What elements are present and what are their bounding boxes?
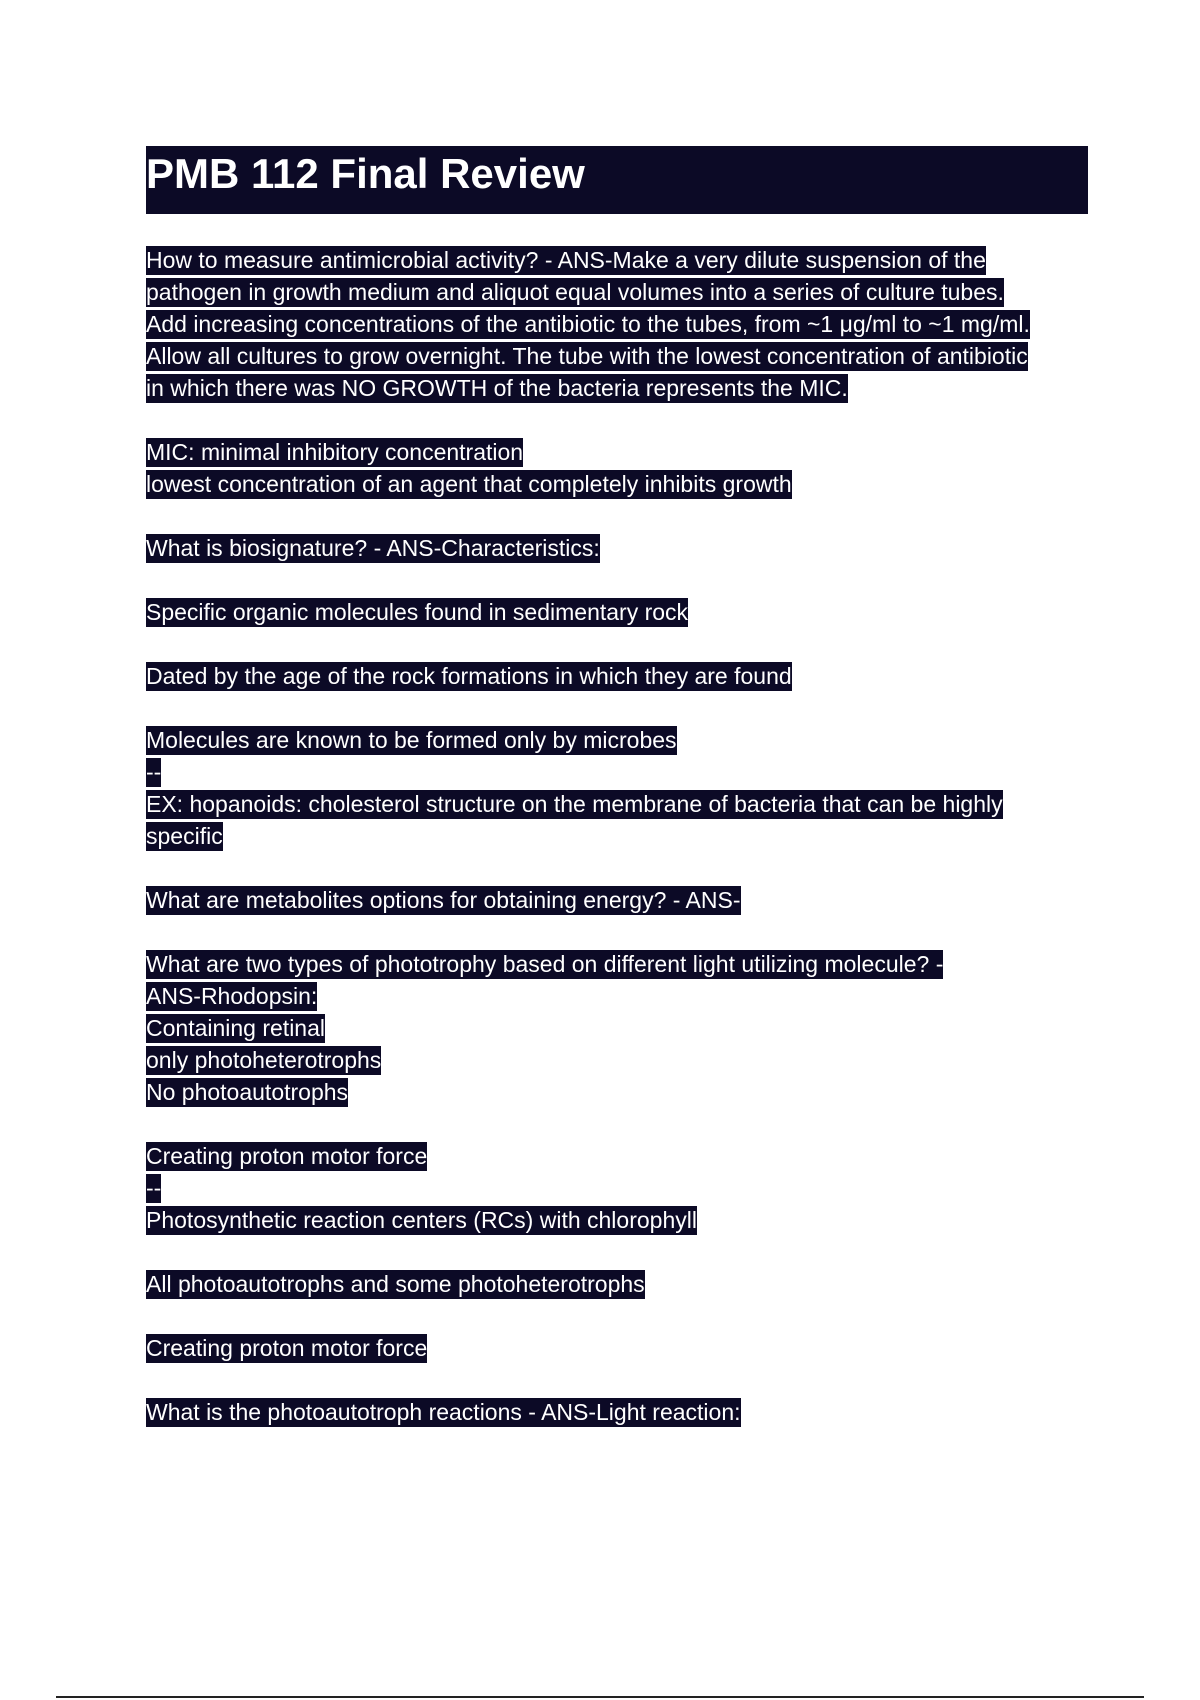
- footer-divider: [56, 1696, 1144, 1698]
- body-line: Molecules are known to be formed only by microbes: [146, 727, 677, 753]
- document-title: PMB 112 Final Review: [146, 150, 585, 197]
- paragraph-gap: [146, 564, 1106, 596]
- body-line: ANS-Rhodopsin:: [146, 983, 318, 1009]
- body-line: Specific organic molecules found in sedimentary rock: [146, 599, 689, 625]
- paragraph-gap: [146, 628, 1106, 660]
- body-line: Photosynthetic reaction centers (RCs) with chlorophyll: [146, 1207, 697, 1233]
- body-line: Allow all cultures to grow overnight. The tube with the lowest concentration of antibiotic: [146, 343, 1028, 369]
- paragraph-gap: [146, 692, 1106, 724]
- body-line: MIC: minimal inhibitory concentration: [146, 439, 524, 465]
- body-line: What are metabolites options for obtaining energy? - ANS-: [146, 887, 741, 913]
- paragraph-gap: [146, 852, 1106, 884]
- paragraph-gap: [146, 1300, 1106, 1332]
- body-line: pathogen in growth medium and aliquot equal volumes into a series of culture tubes.: [146, 279, 1004, 305]
- paragraph-gap: [146, 1364, 1106, 1396]
- body-line: specific: [146, 823, 223, 849]
- paragraph-gap: [146, 404, 1106, 436]
- body-line: EX: hopanoids: cholesterol structure on the membrane of bacteria that can be highly: [146, 791, 1003, 817]
- body-line: --: [146, 759, 162, 785]
- body-line: What are two types of phototrophy based on different light utilizing molecule? -: [146, 951, 944, 977]
- body-line: in which there was NO GROWTH of the bacteria represents the MIC.: [146, 375, 848, 401]
- body-line: No photoautotrophs: [146, 1079, 349, 1105]
- body-line: What is the photoautotroph reactions - ANS-Light reaction:: [146, 1399, 741, 1425]
- paragraph-gap: [146, 916, 1106, 948]
- body-line: Creating proton motor force: [146, 1143, 428, 1169]
- body-line: --: [146, 1175, 162, 1201]
- paragraph-gap: [146, 500, 1106, 532]
- body-line: How to measure antimicrobial activity? - ANS-Make a very dilute suspension of the: [146, 247, 986, 273]
- body-line: Dated by the age of the rock formations in which they are found: [146, 663, 792, 689]
- document-body: [146, 244, 1106, 1428]
- paragraph-gap: [146, 1236, 1106, 1268]
- body-line: What is biosignature? - ANS-Characteristics:: [146, 535, 600, 561]
- body-line: only photoheterotrophs: [146, 1047, 382, 1073]
- body-line: Creating proton motor force: [146, 1335, 428, 1361]
- body-line: Add increasing concentrations of the antibiotic to the tubes, from ~1 μg/ml to ~1 mg/ml.: [146, 311, 1030, 337]
- body-line: Containing retinal: [146, 1015, 326, 1041]
- body-line: lowest concentration of an agent that completely inhibits growth: [146, 471, 792, 497]
- body-line: All photoautotrophs and some photoheterotrophs: [146, 1271, 645, 1297]
- paragraph-gap: [146, 1108, 1106, 1140]
